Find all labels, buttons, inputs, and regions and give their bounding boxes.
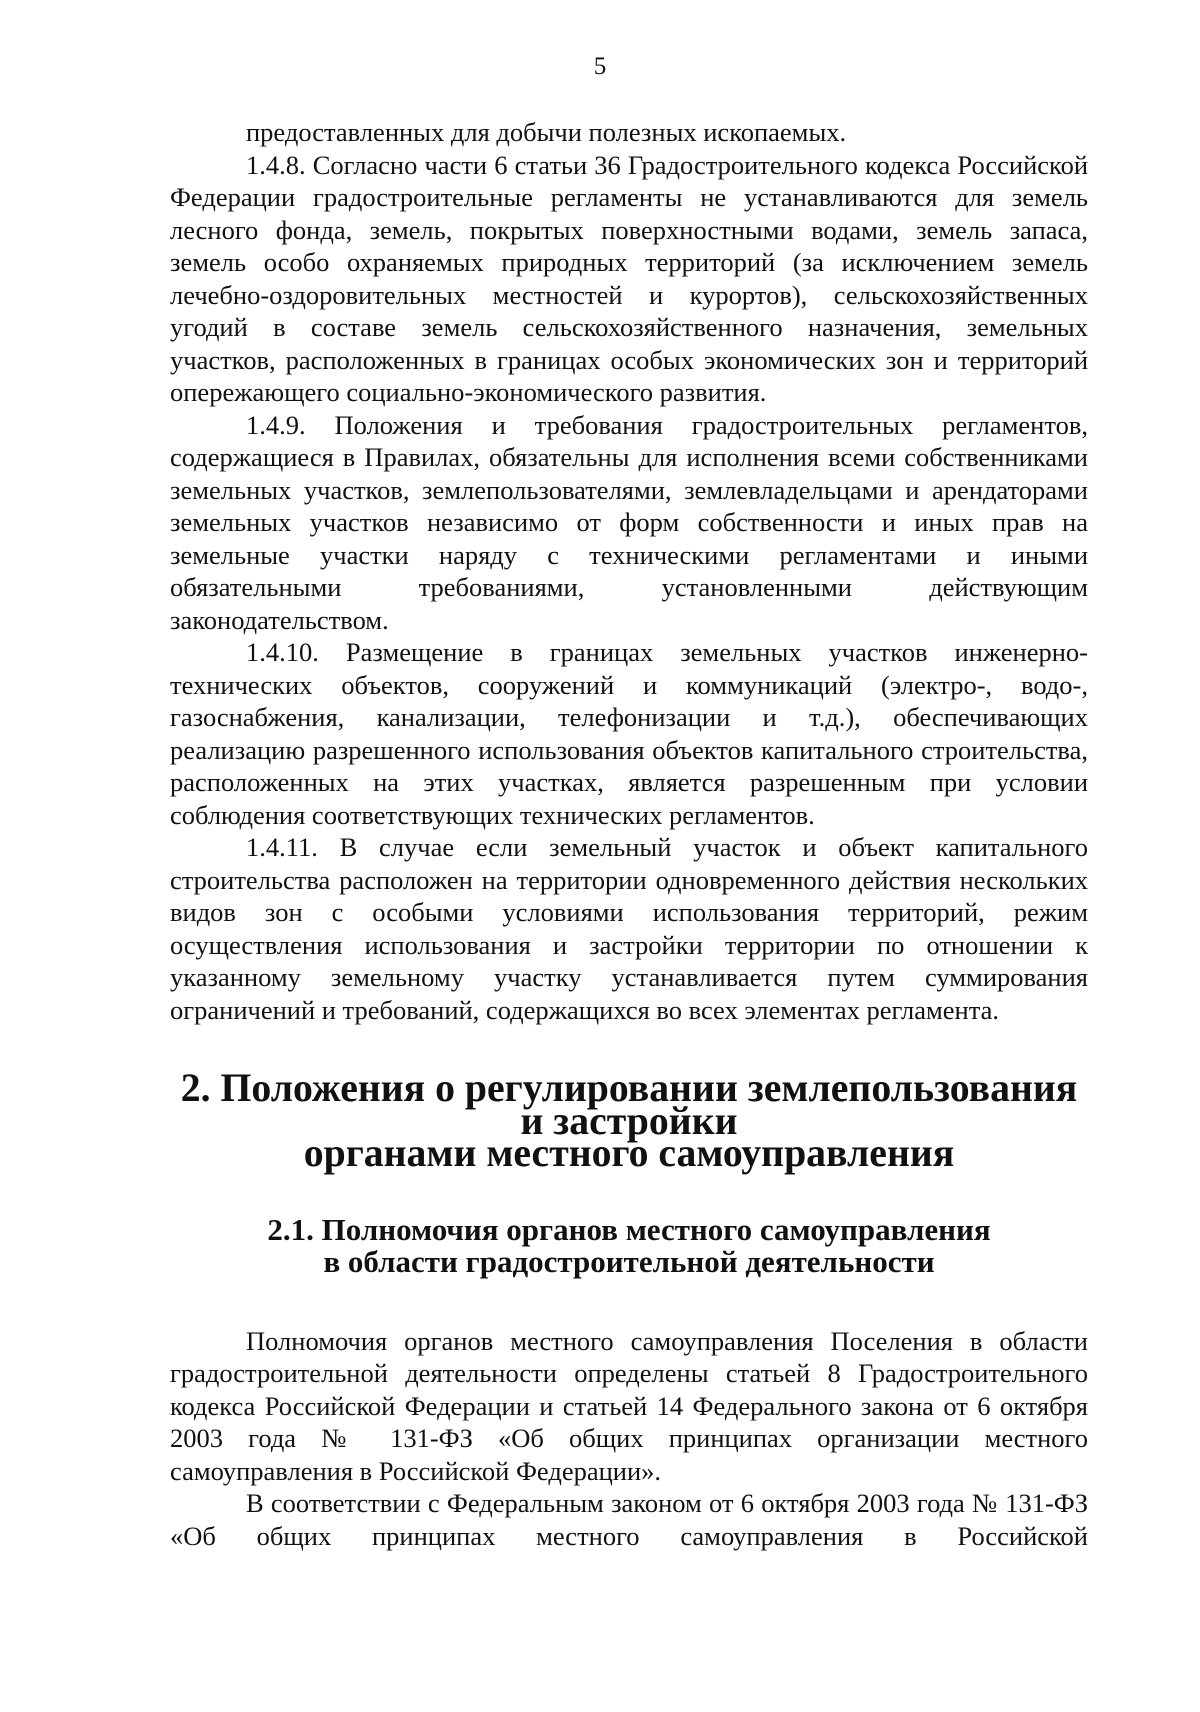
paragraph-1-4-9: 1.4.9. Положения и требования градостроительных регламентов, содержащиеся в Правилах, обязательны для исполнения всеми собственниками земельных участков, землепользователями, землевладельцами и арендаторами земельных участков независимо от форм собственности и иных прав на земельные участки наряду с техническими регламентами и иными обязательными требованиями, установленными действующим законодательством. <box>170 409 1088 635</box>
paragraph-1-4-10: 1.4.10. Размещение в границах земельных участков инженерно-технических объектов, сооружений и коммуникаций (электро-, водо-, газоснабжения, канализации, телефонизации и т.д.), обеспечивающих реализацию разрешенного использования объектов капитального строительства, расположенных на этих участках, является разрешенным при условии соблюдения соответствующих технических регламентов. <box>170 637 1088 830</box>
section-2-1-heading <box>170 1211 1088 1279</box>
paragraph-continuation: предоставленных для добычи полезных ископаемых. <box>246 117 847 147</box>
section-2-heading-line2: органами местного самоуправления <box>303 1131 955 1175</box>
paragraph-1-4-8: 1.4.8. Согласно части 6 статьи 36 Градостроительного кодекса Российской Федерации градостроительные регламенты не устанавливаются для земель лесного фонда, земель, покрытых поверхностными водами, земель запаса, земель особо охраняемых природных территорий (за исключением земель лечебно-оздоровительных местностей и курортов), сельскохозяйственных угодий в составе земель сельскохозяйственного назначения, земельных участков, расположенных в границах особых экономических зон и территорий опережающего социально-экономического развития. <box>170 149 1088 407</box>
paragraph-powers: Полномочия органов местного самоуправления Поселения в области градостроительной деятельности определены статьей 8 Градостроительного кодекса Российской Федерации и статьей 14 Федерального закона от 6 октября 2003 года № 131-ФЗ «Об общих принципах организации местного самоуправления в Российской Федерации». <box>170 1325 1088 1486</box>
section-2-heading-line1: 2. Положения о регулировании землепользования и застройки <box>180 1066 1078 1143</box>
page-number: 5 <box>593 53 607 80</box>
paragraph-accordance: В соответствии с Федеральным законом от 6 октября 2003 года № 131-ФЗ «Об общих принципах местного самоуправления в Российской <box>170 1488 1088 1551</box>
section-2-1-heading-line2: в области градостроительной деятельности <box>323 1244 935 1279</box>
section-2-heading <box>170 1066 1088 1175</box>
section-2-1-heading-line1: 2.1. Полномочия органов местного самоуправления <box>267 1211 991 1247</box>
document-body <box>170 116 1088 1552</box>
paragraph-1-4-11: 1.4.11. В случае если земельный участок и объект капитального строительства расположен на территории одновременного действия нескольких видов зон с особыми условиями использования территорий, режим осуществления использования и застройки территории по отношении к указанному земельному участку устанавливается путем суммирования ограничений и требований, содержащихся во всех элементах регламента. <box>170 832 1088 1025</box>
